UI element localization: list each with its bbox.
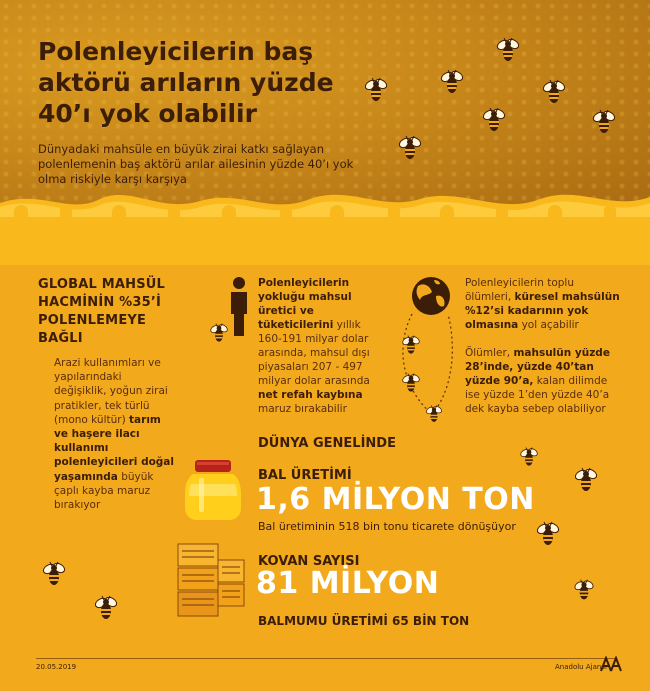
left-body-a: Arazi kullanımları ve yapılarındaki değişiklik, yoğun zirai pratikler, tek türlü (mono kültür): [54, 357, 168, 426]
footer-source: Anadolu Ajansı: [555, 663, 607, 671]
wax-note: BALMUMU ÜRETİMİ 65 BİN TON: [258, 614, 470, 628]
bee-icon: [362, 76, 390, 104]
bee-icon: [400, 334, 422, 356]
right-p2-bold: mahsulün yüzde 28’inde, yüzde 40’tan yüzde 90’a,: [465, 347, 610, 387]
page-title: Polenleyicilerin baş aktörü arıların yüzde 40’ı yok olabilir: [38, 37, 334, 128]
left-body: [54, 356, 174, 512]
middle-bold-b: net refah kaybına: [258, 389, 363, 401]
left-heading: GLOBAL MAHSÜL HACMİNİN %35’İ POLENLEMEYE BAĞLI: [38, 277, 166, 346]
bee-icon: [438, 68, 466, 96]
right-paragraph-1: [465, 276, 620, 332]
bee-icon: [424, 404, 444, 424]
bee-icon: [396, 134, 424, 162]
honey-jar-icon: [185, 458, 241, 522]
bee-icon: [494, 36, 522, 64]
left-body-c: büyük çaplı kayba maruz bırakıyor: [54, 470, 154, 512]
bee-icon: [572, 578, 596, 602]
honey-label: BAL ÜRETİMİ: [258, 468, 352, 483]
bee-icon: [480, 106, 508, 134]
honey-note: Bal üretiminin 518 bin tonu ticarete dönüşüyor: [258, 520, 516, 533]
left-body-bold: tarım ve haşere ilacı kullanımı polenleyicileri doğal yaşamında: [54, 413, 174, 483]
hive-value: 81 MİLYON: [256, 566, 440, 601]
honey-value: 1,6 MİLYON TON: [256, 482, 535, 517]
footer-rule: [36, 658, 616, 659]
right-p1-a: Polenleyicilerin toplu ölümleri,: [465, 277, 574, 303]
bee-icon: [40, 560, 68, 588]
footer-date: 20.05.2019: [36, 663, 77, 671]
honey-drip: [0, 185, 650, 265]
bee-icon: [208, 322, 230, 344]
middle-text-a: yıllık 160-191 milyar dolar arasında, mahsul dışı piyasaları 207 - 497 milyar dolar arasında: [258, 319, 370, 387]
bee-icon: [518, 446, 540, 468]
world-heading: DÜNYA GENELİNDE: [258, 436, 396, 451]
bee-icon: [400, 372, 422, 394]
bee-icon: [534, 520, 562, 548]
person-icon: [228, 276, 250, 338]
aa-logo-icon: [600, 656, 622, 672]
right-paragraph-2: [465, 346, 620, 416]
middle-text: [258, 276, 378, 416]
right-p1-bold: küresel mahsülün %12’si kadarının yok olmasına: [465, 291, 620, 331]
right-p1-c: yol açabilir: [518, 319, 579, 331]
bee-icon: [540, 78, 568, 106]
beehive-boxes-icon: [176, 540, 246, 620]
right-p2-c: kalan dilimde ise yüzde 1’den yüzde 40’a dek kayba sebep olabiliyor: [465, 375, 610, 415]
middle-text-b: maruz bırakabilir: [258, 403, 347, 415]
bee-icon: [92, 594, 120, 622]
middle-bold-a: Polenleyicilerin yokluğu mahsul üretici ve tüketicilerini: [258, 277, 352, 331]
hive-label: KOVAN SAYISI: [258, 554, 360, 569]
right-p2-a: Ölümler,: [465, 347, 514, 359]
bee-icon: [572, 466, 600, 494]
page-subtitle: Dünyadaki mahsüle en büyük zirai katkı sağlayan polenlemenin baş aktörü arılar ailesinin yüzde 40’ı yok olma riskiyle karşı karşıya: [38, 142, 354, 186]
bee-icon: [590, 108, 618, 136]
